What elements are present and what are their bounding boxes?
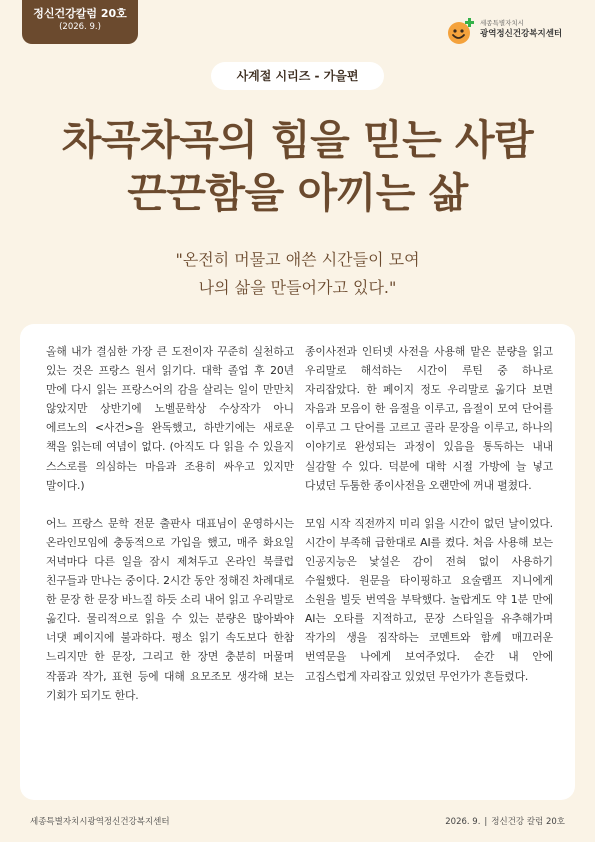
- paragraph: 모임 시작 직전까지 미리 읽을 시간이 없던 날이었다. 시간이 부족해 급한대로 AI를 켰다. 처음 사용해 보는 인공지능은 낯설은 감이 전혀 없이 사용하기 수월했다. 원문을 타이핑하고 요술램프 지니에게 소원을 빌듯 번역을 부탁했다. 놀랍게도 약 1분 만에 AI는 오타를 지적하고, 문장 스타일을 유추해가며 작가의 생을 짐작하는 코멘트와 함께 매끄러운 번역문을 나에게 보여주었다. 순간 내 안에 고집스럽게 자리잡고 있었던 무언가가 흔들렸다.: [305, 516, 553, 683]
- org-name: 광역정신건강복지센터: [480, 29, 563, 39]
- footer-org: 세종특별자치시광역정신건강복지센터: [30, 817, 170, 827]
- headline-line-2: 끈끈함을 아끼는 삶: [127, 169, 468, 217]
- footer-column: 정신건강 칼럼 20호: [491, 817, 565, 827]
- issue-title: 정신건강칼럼 20호: [33, 7, 127, 20]
- series-label: 사계절 시리즈 - 가을편: [211, 62, 384, 90]
- footer-date: 2026. 9.: [445, 817, 481, 827]
- article-card: [20, 324, 575, 800]
- org-logo: [446, 14, 586, 46]
- issue-date: (2026. 9.): [59, 22, 101, 32]
- paragraph: 종이사전과 인터넷 사전을 사용해 맡은 분량을 읽고 우리말로 해석하는 시간이 루틴 중 하나로 자리잡았다. 한 페이지 정도 우리말로 옮기다 보면 자음과 모음이 한 음절을 이루고, 음절이 모여 단어를 이루고 그 단어를 고르고 골라 문장을 이루고, 하나의 이야기로 완성되는 과정이 있음을 통독하는 내내 실감할 수 있다. 덕분에 대학 시절 가방에 늘 넣고 다녔던 두툼한 종이사전을 오랜만에 꺼내 펼쳤다.: [305, 345, 553, 492]
- headline: [10, 114, 585, 220]
- footer-meta: [445, 815, 565, 827]
- paragraph: 어느 프랑스 문학 전문 출판사 대표님이 운영하시는 온라인모임에 충동적으로 가입을 했고, 매주 화요일 저녁마다 다른 일을 잠시 제쳐두고 온라인 북클럽 친구들과 만나는 중이다. 2시간 동안 정해진 차례대로 한 문장 한 문장 바느질 하듯 소리 내어 읽고 우리말로 옮긴다. 물리적으로 읽을 수 있는 분량은 많아봐야 너댓 페이지에 불과하다. 평소 읽기 속도보다 한참 느리지만 한 문장, 그리고 한 장면 충분히 머물며 작품과 작가, 표현 등에 대해 요모조모 생각해 보는 기회가 되기도 한다.: [46, 516, 294, 702]
- article-column-left: [46, 342, 294, 705]
- issue-tab: [22, 0, 138, 44]
- quote-line-1: "온전히 머물고 애쓴 시간들이 모여: [175, 250, 420, 269]
- footer-separator: |: [484, 817, 488, 827]
- pull-quote: [60, 246, 535, 302]
- quote-line-2: 나의 삶을 만들어가고 있다.": [198, 278, 397, 297]
- article-column-right: [305, 342, 553, 686]
- org-region: 세종특별자치시: [480, 19, 524, 27]
- paragraph: 올해 내가 결심한 가장 큰 도전이자 꾸준히 실천하고 있는 것은 프랑스 원서 읽기다. 대학 졸업 후 20년 만에 다시 읽는 프랑스어의 감을 살리는 일이 만만치 않았지만 상반기에 노벨문학상 수상작가 아니 에르노의 <사건>을 완독했고, 하반기에는 새로운 책을 읽는데 여념이 없다. (아직도 다 읽을 수 있을지 스스로를 의심하는 마음과 조용히 싸우고 있지만 말이다.): [46, 345, 294, 492]
- headline-line-1: 차곡차곡의 힘을 믿는 사람: [61, 116, 534, 164]
- smile-logo-icon: [446, 16, 476, 46]
